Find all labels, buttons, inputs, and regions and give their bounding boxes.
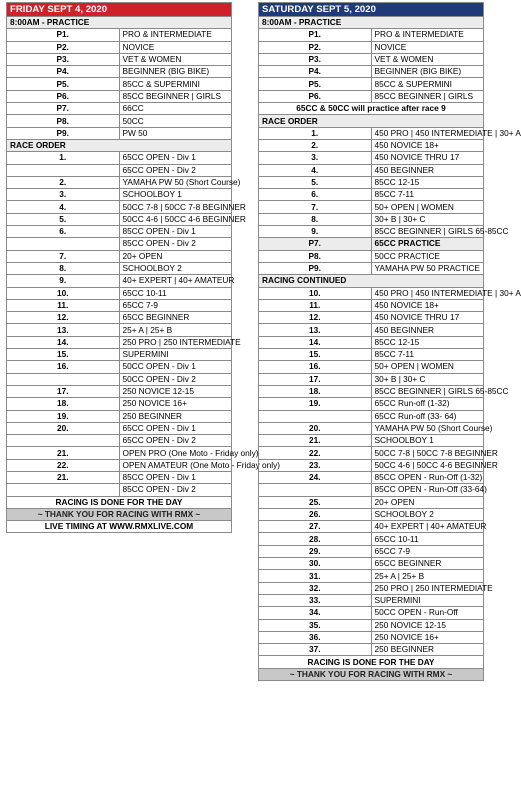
- friday-done-text: RACING IS DONE FOR THE DAY: [7, 496, 232, 508]
- saturday-continued-row: [259, 471, 484, 483]
- moto-number: P5.: [259, 78, 372, 90]
- moto-number: 24.: [259, 471, 372, 483]
- moto-number: 12.: [7, 312, 120, 324]
- class-name: SUPERMINI: [371, 594, 484, 606]
- moto-number: P2.: [7, 41, 120, 53]
- practice-note: 65CC & 50CC will practice after race 9: [259, 103, 484, 115]
- class-name: 65CC PRACTICE: [371, 238, 484, 250]
- class-name: 25+ A | 25+ B: [119, 324, 232, 336]
- class-name: YAMAHA PW 50 (Short Course): [119, 176, 232, 188]
- moto-number: 20.: [259, 422, 372, 434]
- friday-race-row: [7, 189, 232, 201]
- moto-number: [7, 435, 120, 447]
- saturday-continued-row: [259, 594, 484, 606]
- saturday-continued-row: [259, 410, 484, 422]
- moto-number: 9.: [7, 275, 120, 287]
- class-name: VET & WOMEN: [371, 53, 484, 65]
- moto-number: 7.: [259, 201, 372, 213]
- saturday-race-header: RACE ORDER: [259, 115, 484, 127]
- moto-number: [259, 484, 372, 496]
- saturday-title: SATURDAY SEPT 5, 2020: [259, 3, 484, 17]
- class-name: 250 PRO | 250 INTERMEDIATE: [119, 336, 232, 348]
- class-name: 250 PRO | 250 INTERMEDIATE: [371, 582, 484, 594]
- moto-number: P8.: [7, 115, 120, 127]
- saturday-continued-row: [259, 521, 484, 533]
- saturday-race-row: [259, 213, 484, 225]
- moto-number: 22.: [7, 459, 120, 471]
- moto-number: [7, 238, 120, 250]
- saturday-practice-row: [259, 53, 484, 65]
- class-name: OPEN AMATEUR (One Moto - Friday only): [119, 459, 232, 471]
- friday-race-row: [7, 262, 232, 274]
- class-name: 450 PRO | 450 INTERMEDIATE | 30+ A: [371, 127, 484, 139]
- saturday-schedule: [258, 2, 521, 681]
- class-name: 85CC & SUPERMINI: [371, 78, 484, 90]
- friday-practice-row: [7, 127, 232, 139]
- class-name: 85CC OPEN - Div 2: [119, 238, 232, 250]
- friday-race-row: [7, 471, 232, 483]
- moto-number: P9.: [259, 262, 372, 274]
- saturday-continued-row: [259, 459, 484, 471]
- moto-number: 14.: [7, 336, 120, 348]
- moto-number: 36.: [259, 631, 372, 643]
- moto-number: 1.: [7, 152, 120, 164]
- saturday-continued-row: [259, 508, 484, 520]
- friday-race-row: [7, 324, 232, 336]
- saturday-practice-row: [259, 90, 484, 102]
- class-name: YAMAHA PW 50 PRACTICE: [371, 262, 484, 274]
- moto-number: 4.: [7, 201, 120, 213]
- moto-number: P3.: [259, 53, 372, 65]
- class-name: 450 BEGINNER: [371, 164, 484, 176]
- class-name: 85CC OPEN - Run-Off (1-32): [371, 471, 484, 483]
- moto-number: 5.: [7, 213, 120, 225]
- class-name: 85CC BEGINNER | GIRLS 65-85CC: [371, 385, 484, 397]
- saturday-race-header-row: [259, 115, 484, 127]
- moto-number: 19.: [259, 398, 372, 410]
- moto-number: 34.: [259, 607, 372, 619]
- friday-race-row: [7, 201, 232, 213]
- moto-number: P9.: [7, 127, 120, 139]
- class-name: 20+ OPEN: [371, 496, 484, 508]
- moto-number: P2.: [259, 41, 372, 53]
- friday-practice-row: [7, 41, 232, 53]
- moto-number: 33.: [259, 594, 372, 606]
- class-name: 450 NOVICE THRU 17: [371, 152, 484, 164]
- class-name: 50CC OPEN - Run-Off: [371, 607, 484, 619]
- friday-practice-header: 8:00AM - PRACTICE: [7, 17, 232, 29]
- saturday-race-row: [259, 164, 484, 176]
- moto-number: 8.: [7, 262, 120, 274]
- saturday-continued-header-row: [259, 275, 484, 287]
- class-name: 85CC BEGINNER | GIRLS: [371, 90, 484, 102]
- moto-number: 3.: [7, 189, 120, 201]
- saturday-continued-row: [259, 631, 484, 643]
- moto-number: 9.: [259, 226, 372, 238]
- saturday-continued-row: [259, 582, 484, 594]
- friday-race-row: [7, 250, 232, 262]
- friday-practice-row: [7, 66, 232, 78]
- friday-practice-row: [7, 78, 232, 90]
- saturday-continued-row: [259, 558, 484, 570]
- class-name: 66CC: [119, 103, 232, 115]
- class-name: 25+ A | 25+ B: [371, 570, 484, 582]
- class-name: 250 BEGINNER: [119, 410, 232, 422]
- class-name: BEGINNER (BIG BIKE): [119, 66, 232, 78]
- moto-number: P4.: [7, 66, 120, 78]
- saturday-thanks-text: ~ THANK YOU FOR RACING WITH RMX ~: [259, 668, 484, 680]
- class-name: OPEN PRO (One Moto - Friday only): [119, 447, 232, 459]
- class-name: 85CC OPEN - Div 1: [119, 226, 232, 238]
- moto-number: 19.: [7, 410, 120, 422]
- moto-number: 13.: [259, 324, 372, 336]
- saturday-practice2-row: [259, 262, 484, 274]
- class-name: 85CC OPEN - Div 1: [119, 471, 232, 483]
- class-name: 85CC 12-15: [371, 336, 484, 348]
- class-name: 450 BEGINNER: [371, 324, 484, 336]
- saturday-race-row: [259, 127, 484, 139]
- class-name: 450 PRO | 450 INTERMEDIATE | 30+ A: [371, 287, 484, 299]
- saturday-practice2-row: [259, 238, 484, 250]
- saturday-race-row: [259, 176, 484, 188]
- friday-thanks-text: ~ THANK YOU FOR RACING WITH RMX ~: [7, 508, 232, 520]
- class-name: 65CC OPEN - Div 1: [119, 422, 232, 434]
- class-name: NOVICE: [119, 41, 232, 53]
- saturday-continued-row: [259, 484, 484, 496]
- moto-number: 37.: [259, 644, 372, 656]
- moto-number: P4.: [259, 66, 372, 78]
- moto-number: 21.: [259, 435, 372, 447]
- class-name: 65CC Run-off (1-32): [371, 398, 484, 410]
- class-name: 65CC BEGINNER: [371, 558, 484, 570]
- friday-race-row: [7, 410, 232, 422]
- moto-number: P7.: [259, 238, 372, 250]
- friday-title: FRIDAY SEPT 4, 2020: [7, 3, 232, 17]
- moto-number: 18.: [259, 385, 372, 397]
- saturday-practice-header-row: [259, 17, 484, 29]
- saturday-continued-row: [259, 422, 484, 434]
- class-name: 85CC OPEN - Run-Off (33-64): [371, 484, 484, 496]
- saturday-continued-row: [259, 435, 484, 447]
- class-name: 50CC 7-8 | 50CC 7-8 BEGINNER: [119, 201, 232, 213]
- friday-race-row: [7, 176, 232, 188]
- moto-number: 16.: [7, 361, 120, 373]
- moto-number: 2.: [259, 139, 372, 151]
- moto-number: 27.: [259, 521, 372, 533]
- saturday-continued-row: [259, 619, 484, 631]
- moto-number: 21.: [7, 447, 120, 459]
- class-name: 65CC 10-11: [119, 287, 232, 299]
- saturday-practice-row: [259, 78, 484, 90]
- friday-race-row: [7, 361, 232, 373]
- moto-number: [7, 373, 120, 385]
- saturday-race-row: [259, 201, 484, 213]
- class-name: 85CC & SUPERMINI: [119, 78, 232, 90]
- friday-race-row: [7, 213, 232, 225]
- class-name: SCHOOLBOY 2: [371, 508, 484, 520]
- moto-number: [7, 164, 120, 176]
- class-name: 85CC OPEN - Div 2: [119, 484, 232, 496]
- friday-practice-row: [7, 115, 232, 127]
- saturday-continued-row: [259, 398, 484, 410]
- friday-race-row: [7, 275, 232, 287]
- saturday-done-text: RACING IS DONE FOR THE DAY: [259, 656, 484, 668]
- friday-race-row: [7, 336, 232, 348]
- saturday-race-row: [259, 226, 484, 238]
- moto-number: 29.: [259, 545, 372, 557]
- class-name: VET & WOMEN: [119, 53, 232, 65]
- moto-number: 15.: [259, 349, 372, 361]
- moto-number: [7, 484, 120, 496]
- moto-number: 15.: [7, 349, 120, 361]
- friday-race-row: [7, 164, 232, 176]
- class-name: 50CC PRACTICE: [371, 250, 484, 262]
- saturday-thanks-row: [259, 668, 484, 680]
- saturday-continued-row: [259, 312, 484, 324]
- moto-number: 26.: [259, 508, 372, 520]
- class-name: 20+ OPEN: [119, 250, 232, 262]
- class-name: 50CC 4-6 | 50CC 4-6 BEGINNER: [119, 213, 232, 225]
- saturday-done-row: [259, 656, 484, 668]
- moto-number: 11.: [7, 299, 120, 311]
- moto-number: 16.: [259, 361, 372, 373]
- class-name: PRO & INTERMEDIATE: [371, 29, 484, 41]
- class-name: 450 NOVICE 18+: [371, 139, 484, 151]
- moto-number: 3.: [259, 152, 372, 164]
- friday-race-row: [7, 484, 232, 496]
- class-name: SCHOOLBOY 2: [119, 262, 232, 274]
- moto-number: 28.: [259, 533, 372, 545]
- moto-number: 2.: [7, 176, 120, 188]
- moto-number: P3.: [7, 53, 120, 65]
- class-name: PW 50: [119, 127, 232, 139]
- friday-race-row: [7, 422, 232, 434]
- moto-number: 5.: [259, 176, 372, 188]
- saturday-race-row: [259, 139, 484, 151]
- class-name: 250 NOVICE 12-15: [371, 619, 484, 631]
- moto-number: 23.: [259, 459, 372, 471]
- moto-number: 20.: [7, 422, 120, 434]
- saturday-continued-row: [259, 496, 484, 508]
- class-name: 85CC BEGINNER | GIRLS 65-85CC: [371, 226, 484, 238]
- moto-number: P5.: [7, 78, 120, 90]
- friday-race-row: [7, 312, 232, 324]
- friday-practice-row: [7, 53, 232, 65]
- friday-race-row: [7, 398, 232, 410]
- class-name: 85CC 12-15: [371, 176, 484, 188]
- class-name: 450 NOVICE 18+: [371, 299, 484, 311]
- friday-practice-row: [7, 103, 232, 115]
- saturday-continued-row: [259, 299, 484, 311]
- class-name: 85CC 7-11: [371, 349, 484, 361]
- moto-number: P7.: [7, 103, 120, 115]
- friday-practice-row: [7, 90, 232, 102]
- friday-title-row: [7, 3, 232, 17]
- class-name: 65CC OPEN - Div 1: [119, 152, 232, 164]
- saturday-continued-row: [259, 373, 484, 385]
- saturday-continued-row: [259, 336, 484, 348]
- class-name: YAMAHA PW 50 (Short Course): [371, 422, 484, 434]
- moto-number: 12.: [259, 312, 372, 324]
- class-name: 450 NOVICE THRU 17: [371, 312, 484, 324]
- class-name: 50+ OPEN | WOMEN: [371, 201, 484, 213]
- friday-race-row: [7, 435, 232, 447]
- friday-race-row: [7, 447, 232, 459]
- saturday-continued-row: [259, 607, 484, 619]
- class-name: SCHOOLBOY 1: [371, 435, 484, 447]
- saturday-practice-row: [259, 41, 484, 53]
- moto-number: 30.: [259, 558, 372, 570]
- class-name: 30+ B | 30+ C: [371, 213, 484, 225]
- saturday-continued-row: [259, 385, 484, 397]
- friday-race-row: [7, 238, 232, 250]
- moto-number: P1.: [7, 29, 120, 41]
- class-name: NOVICE: [371, 41, 484, 53]
- class-name: 250 NOVICE 16+: [371, 631, 484, 643]
- moto-number: 35.: [259, 619, 372, 631]
- saturday-practice2-row: [259, 250, 484, 262]
- class-name: 65CC 7-9: [371, 545, 484, 557]
- live-timing-text: LIVE TIMING AT WWW.RMXLIVE.COM: [7, 521, 232, 533]
- moto-number: 17.: [259, 373, 372, 385]
- moto-number: 13.: [7, 324, 120, 336]
- friday-race-row: [7, 226, 232, 238]
- friday-thanks-row: [7, 508, 232, 520]
- friday-race-row: [7, 349, 232, 361]
- moto-number: [259, 410, 372, 422]
- moto-number: 4.: [259, 164, 372, 176]
- saturday-race-row: [259, 152, 484, 164]
- class-name: 50CC OPEN - Div 2: [119, 373, 232, 385]
- class-name: 50CC 7-8 | 50CC 7-8 BEGINNER: [371, 447, 484, 459]
- saturday-continued-row: [259, 570, 484, 582]
- moto-number: P1.: [259, 29, 372, 41]
- class-name: 50+ OPEN | WOMEN: [371, 361, 484, 373]
- saturday-continued-row: [259, 545, 484, 557]
- moto-number: 31.: [259, 570, 372, 582]
- class-name: 250 BEGINNER: [371, 644, 484, 656]
- class-name: 65CC Run-off (33- 64): [371, 410, 484, 422]
- class-name: 250 NOVICE 16+: [119, 398, 232, 410]
- class-name: 65CC BEGINNER: [119, 312, 232, 324]
- saturday-practice-row: [259, 66, 484, 78]
- friday-timing-row: [7, 521, 232, 533]
- moto-number: 10.: [7, 287, 120, 299]
- saturday-title-row: [259, 3, 484, 17]
- moto-number: P8.: [259, 250, 372, 262]
- moto-number: P6.: [259, 90, 372, 102]
- class-name: 50CC OPEN - Div 1: [119, 361, 232, 373]
- moto-number: 8.: [259, 213, 372, 225]
- moto-number: 1.: [259, 127, 372, 139]
- moto-number: P6.: [7, 90, 120, 102]
- saturday-continued-row: [259, 287, 484, 299]
- moto-number: 6.: [7, 226, 120, 238]
- class-name: 65CC OPEN - Div 2: [119, 435, 232, 447]
- friday-done-row: [7, 496, 232, 508]
- class-name: 50CC: [119, 115, 232, 127]
- friday-race-row: [7, 299, 232, 311]
- saturday-continued-row: [259, 644, 484, 656]
- friday-race-row: [7, 152, 232, 164]
- class-name: 85CC BEGINNER | GIRLS: [119, 90, 232, 102]
- racing-continued-header: RACING CONTINUED: [259, 275, 484, 287]
- class-name: PRO & INTERMEDIATE: [119, 29, 232, 41]
- class-name: 65CC OPEN - Div 2: [119, 164, 232, 176]
- friday-race-row: [7, 373, 232, 385]
- class-name: 30+ B | 30+ C: [371, 373, 484, 385]
- moto-number: 25.: [259, 496, 372, 508]
- saturday-practice-header: 8:00AM - PRACTICE: [259, 17, 484, 29]
- friday-race-row: [7, 385, 232, 397]
- friday-race-row: [7, 287, 232, 299]
- saturday-continued-row: [259, 447, 484, 459]
- friday-race-header-row: [7, 139, 232, 151]
- class-name: 40+ EXPERT | 40+ AMATEUR: [119, 275, 232, 287]
- moto-number: 6.: [259, 189, 372, 201]
- friday-race-header: RACE ORDER: [7, 139, 232, 151]
- class-name: 250 NOVICE 12-15: [119, 385, 232, 397]
- saturday-continued-row: [259, 533, 484, 545]
- class-name: 65CC 7-9: [119, 299, 232, 311]
- friday-practice-header-row: [7, 17, 232, 29]
- class-name: 40+ EXPERT | 40+ AMATEUR: [371, 521, 484, 533]
- moto-number: 21.: [7, 471, 120, 483]
- moto-number: 10.: [259, 287, 372, 299]
- moto-number: 14.: [259, 336, 372, 348]
- friday-race-row: [7, 459, 232, 471]
- saturday-race-row: [259, 189, 484, 201]
- saturday-continued-row: [259, 324, 484, 336]
- class-name: 65CC 10-11: [371, 533, 484, 545]
- saturday-continued-row: [259, 349, 484, 361]
- moto-number: 22.: [259, 447, 372, 459]
- saturday-continued-row: [259, 361, 484, 373]
- moto-number: 17.: [7, 385, 120, 397]
- moto-number: 7.: [7, 250, 120, 262]
- moto-number: 32.: [259, 582, 372, 594]
- moto-number: 11.: [259, 299, 372, 311]
- class-name: BEGINNER (BIG BIKE): [371, 66, 484, 78]
- class-name: SCHOOLBOY 1: [119, 189, 232, 201]
- class-name: 85CC 7-11: [371, 189, 484, 201]
- saturday-practice-row: [259, 29, 484, 41]
- moto-number: 18.: [7, 398, 120, 410]
- friday-practice-row: [7, 29, 232, 41]
- friday-schedule: [6, 2, 281, 533]
- class-name: SUPERMINI: [119, 349, 232, 361]
- class-name: 50CC 4-6 | 50CC 4-6 BEGINNER: [371, 459, 484, 471]
- saturday-practice-note-row: [259, 103, 484, 115]
